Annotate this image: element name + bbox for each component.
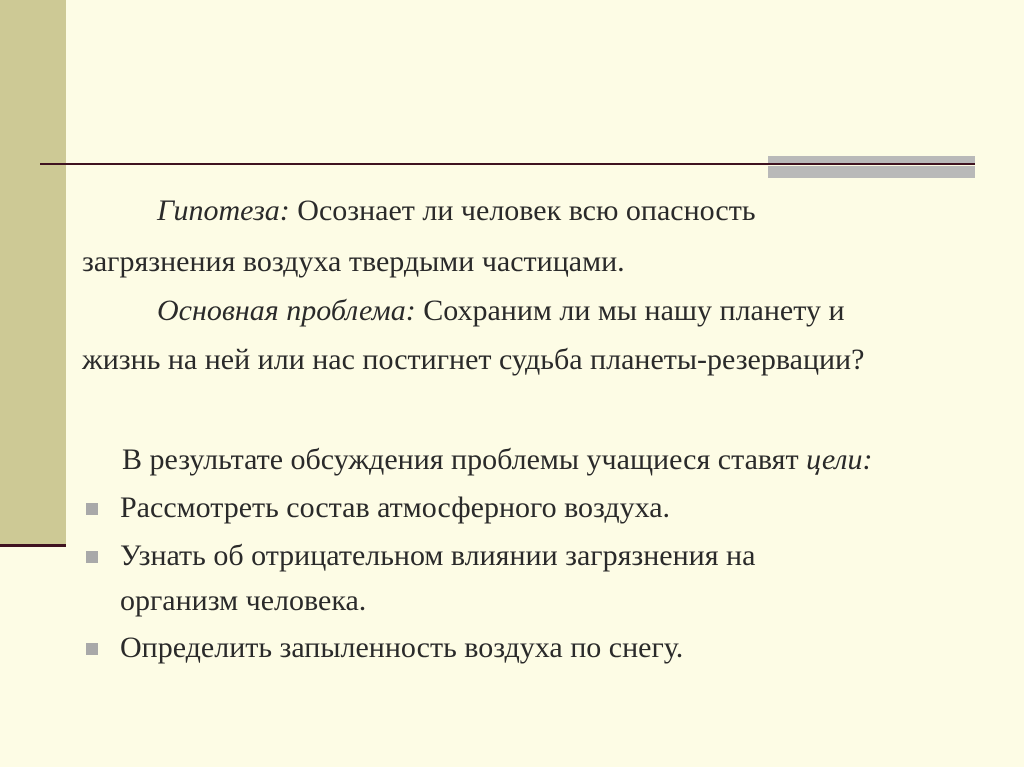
goals-intro-emphasis: цели: [806,443,873,476]
accent-bar [768,156,975,178]
hypothesis-line-2: загрязнения воздуха твердыми частицами. [82,245,625,278]
square-bullet-icon [86,551,98,563]
problem-line-2: жизнь на ней или нас постигнет судьба планеты-резервации? [82,343,865,376]
problem-label: Основная проблема: [157,294,416,327]
goal-item-2-line-1: Узнать об отрицательном влиянии загрязнения на [120,539,756,572]
goal-item-2-line-2: организм человека. [120,584,367,617]
square-bullet-icon [86,503,98,515]
side-band [0,0,66,546]
goals-intro-text: В результате обсуждения проблемы учащиеся ставят [122,443,807,476]
hypothesis-text: Осознает ли человек всю опасность [289,194,756,227]
side-rule [0,544,66,547]
title-rule [40,163,975,165]
square-bullet-icon [86,643,98,655]
goals-intro [122,442,872,478]
hypothesis-line [157,193,756,229]
goal-item-3: Определить запыленность воздуха по снегу. [120,631,684,664]
problem-text: Сохраним ли мы нашу планету и [415,294,845,327]
goal-item-1: Рассмотреть состав атмосферного воздуха. [120,491,671,524]
hypothesis-label: Гипотеза: [157,194,290,227]
problem-line [157,293,845,329]
